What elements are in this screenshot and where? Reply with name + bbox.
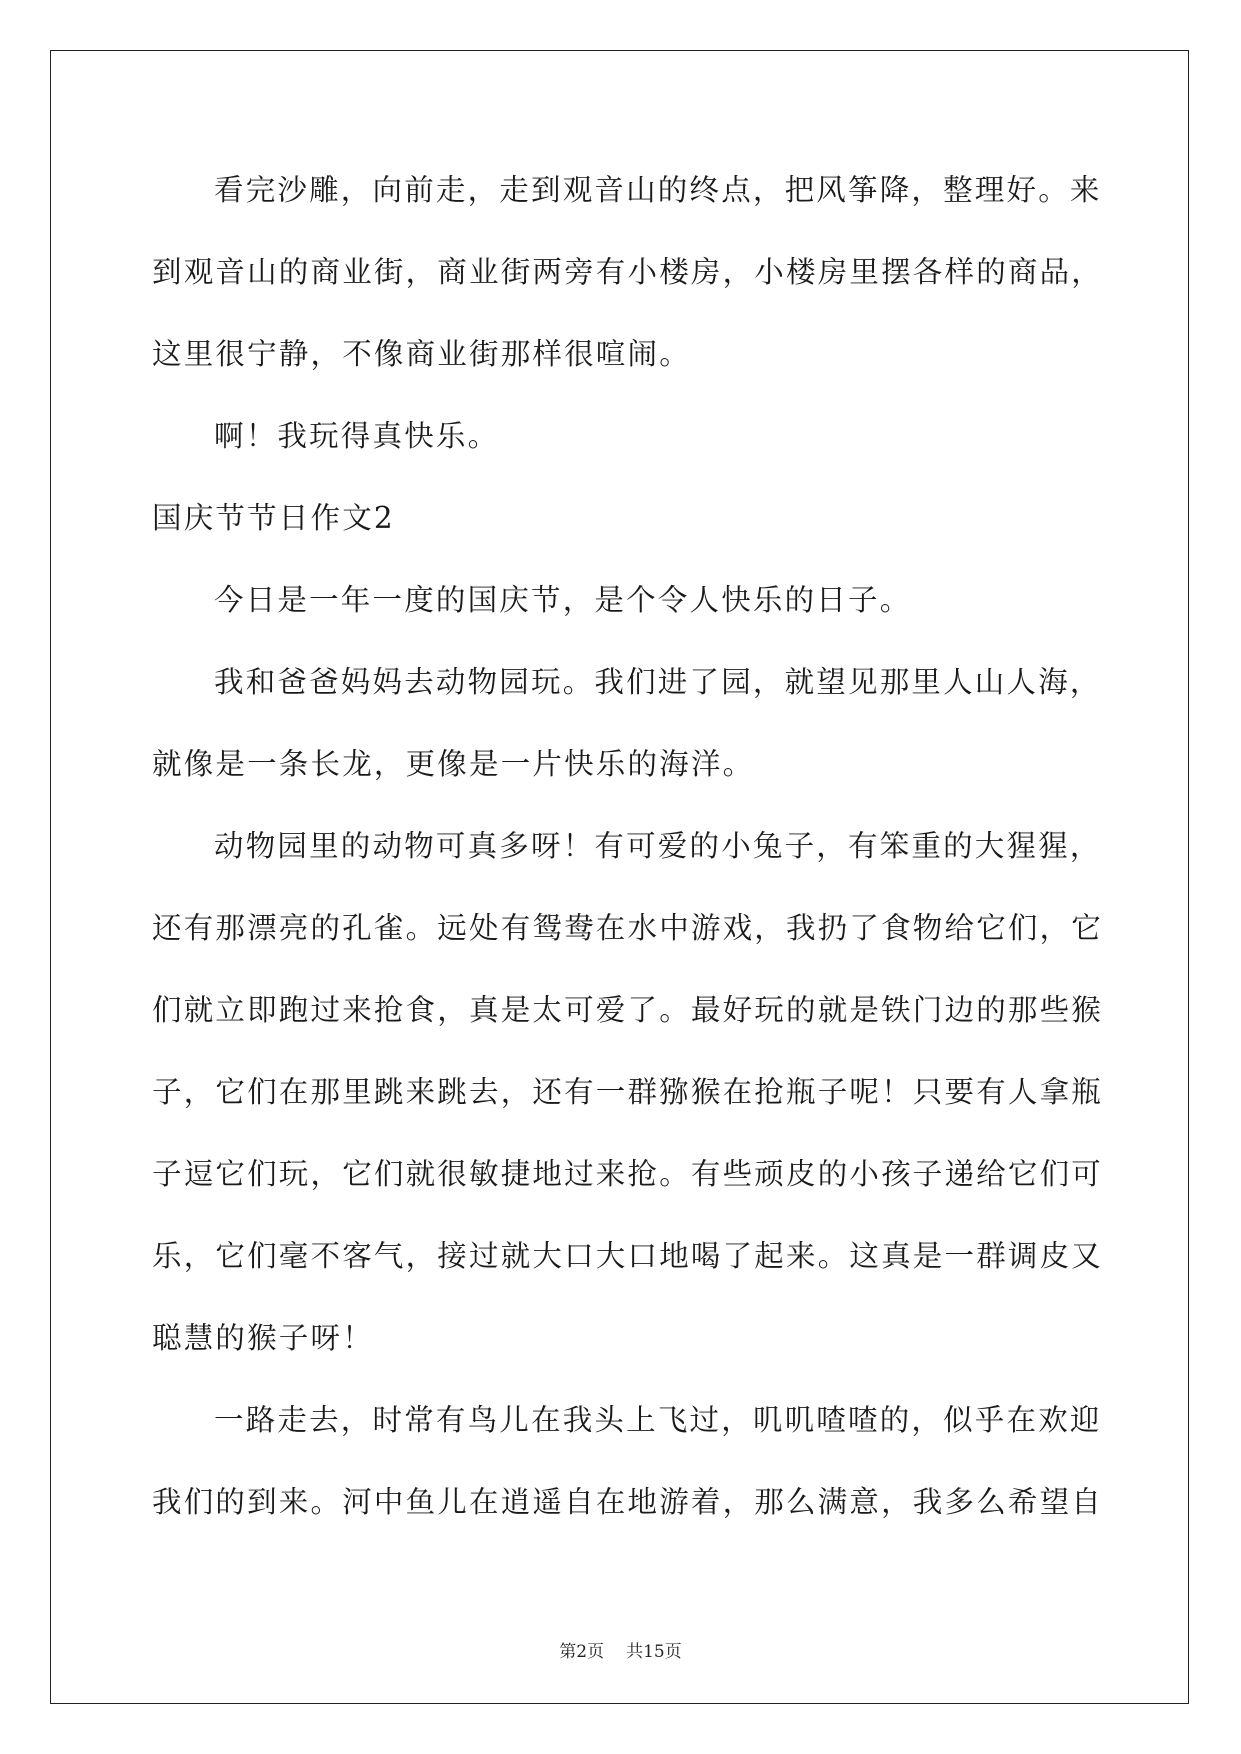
page-total: 共15页 [626,1642,682,1662]
text-line: 子，它们在那里跳来跳去，还有一群猕猴在抢瓶子呢！只要有人拿瓶 [152,1075,1104,1109]
text-line: 这里很宁静，不像商业街那样很喧闹。 [152,337,691,371]
document-body [152,160,1104,1554]
text-line: 今日是一年一度的国庆节，是个令人快乐的日子。 [214,583,912,617]
text-line: 一路走去，时常有鸟儿在我头上飞过，叽叽喳喳的，似乎在欢迎 [214,1403,1102,1437]
text-line: 到观音山的商业街，商业街两旁有小楼房，小楼房里摆各样的商品， [152,255,1104,289]
text-line: 乐，它们毫不客气，接过就大口大口地喝了起来。这真是一群调皮又 [152,1239,1104,1273]
text-line: 我们的到来。河中鱼儿在逍遥自在地游着，那么满意，我多么希望自 [152,1485,1104,1519]
text-line: 们就立即跑过来抢食，真是太可爱了。最好玩的就是铁门边的那些猴 [152,993,1104,1027]
text-line: 国庆节节日作文2 [152,501,395,535]
text-line: 就像是一条长龙，更像是一片快乐的海洋。 [152,747,755,781]
text-line: 子逗它们玩，它们就很敏捷地过来抢。有些顽皮的小孩子递给它们可 [152,1157,1104,1191]
text-line: 看完沙雕，向前走，走到观音山的终点，把风筝降，整理好。来 [214,173,1102,207]
text-line: 还有那漂亮的孔雀。远处有鸳鸯在水中游戏，我扔了食物给它们，它 [152,911,1104,945]
page-number: 第2页 [559,1642,605,1662]
text-line: 我和爸爸妈妈去动物园玩。我们进了园，就望见那里人山人海， [214,665,1102,699]
text-line: 动物园里的动物可真多呀！有可爱的小兔子，有笨重的大猩猩， [214,829,1102,863]
page-footer [0,1640,1241,1664]
text-line: 聪慧的猴子呀！ [152,1321,374,1355]
text-line: 啊！我玩得真快乐。 [214,419,500,453]
